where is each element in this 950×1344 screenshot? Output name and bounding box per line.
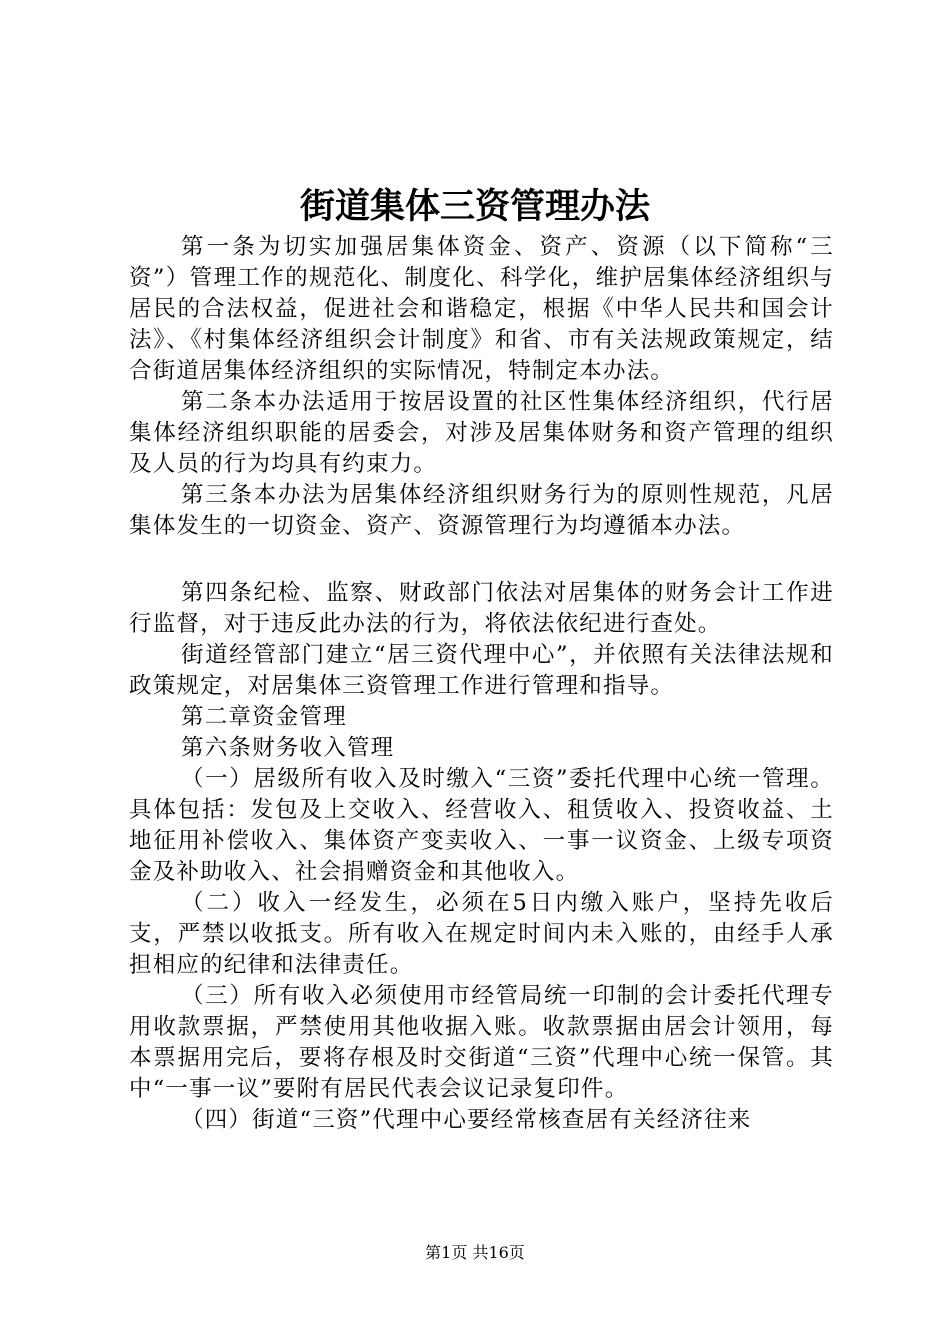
paragraph-item-1: （一）居级所有收入及时缴入“三资”委托代理中心统一管理。具体包括：发包及上交收入、经营收入、租赁收入、投资收益、土地征用补偿收入、集体资产变卖收入、一事一议资金、上级专项资金及补助收入、社会捐赠资金和其他收入。 (129, 766, 834, 885)
paragraph-item-2: （二）收入一经发生，必须在5日内缴入账户，坚持先收后支，严禁以收抵支。所有收入在规定时间内未入账的，由经手人承担相应的纪律和法律责任。 (129, 890, 834, 978)
article-heading: 第六条财务收入管理 (181, 735, 395, 761)
paragraph-item-3: （三）所有收入必须使用市经管局统一印制的会计委托代理专用收款票据，严禁使用其他收据入账。收款票据由居会计领用，每本票据用完后，要将存根及时交街道“三资”代理中心统一保管。其中“一事一议”要附有居民代表会议记录复印件。 (129, 983, 834, 1102)
paragraph-article-1: 第一条为切实加强居集体资金、资产、资源（以下简称“三资”）管理工作的规范化、制度化、科学化，维护居集体经济组织与居民的合法权益，促进社会和谐稳定，根据《中华人民共和国会计法》、《村集体经济组织会计制度》和省、市有关法规政策规定，结合街道居集体经济组织的实际情况，特制定本办法。 (129, 234, 834, 384)
paragraph-gap (129, 542, 834, 578)
paragraph-item-4: （四）街道“三资”代理中心要经常核查居有关经济往来 (181, 1107, 752, 1133)
page-number-footer: 第1页 共16页 (425, 1243, 525, 1262)
paragraph-article-2: 第二条本办法适用于按居设置的社区性集体经济组织，代行居集体经济组织职能的居委会，对涉及居集体财务和资产管理的组织及人员的行为均具有约束力。 (129, 389, 834, 477)
document-title: 街道集体三资管理办法 (299, 186, 650, 227)
paragraph-article-4: 第四条纪检、监察、财政部门依法对居集体的财务会计工作进行监督，对于违反此办法的行为，将依法依纪进行查处。 (129, 580, 834, 637)
paragraph-article-3: 第三条本办法为居集体经济组织财务行为的原则性规范，凡居集体发生的一切资金、资产、资源管理行为均遵循本办法。 (129, 482, 834, 539)
paragraph-agency-center: 街道经管部门建立“居三资代理中心”，并依照有关法律法规和政策规定，对居集体三资管理工作进行管理和指导。 (129, 642, 834, 699)
document-body (129, 232, 834, 1136)
chapter-heading: 第二章资金管理 (181, 704, 347, 730)
